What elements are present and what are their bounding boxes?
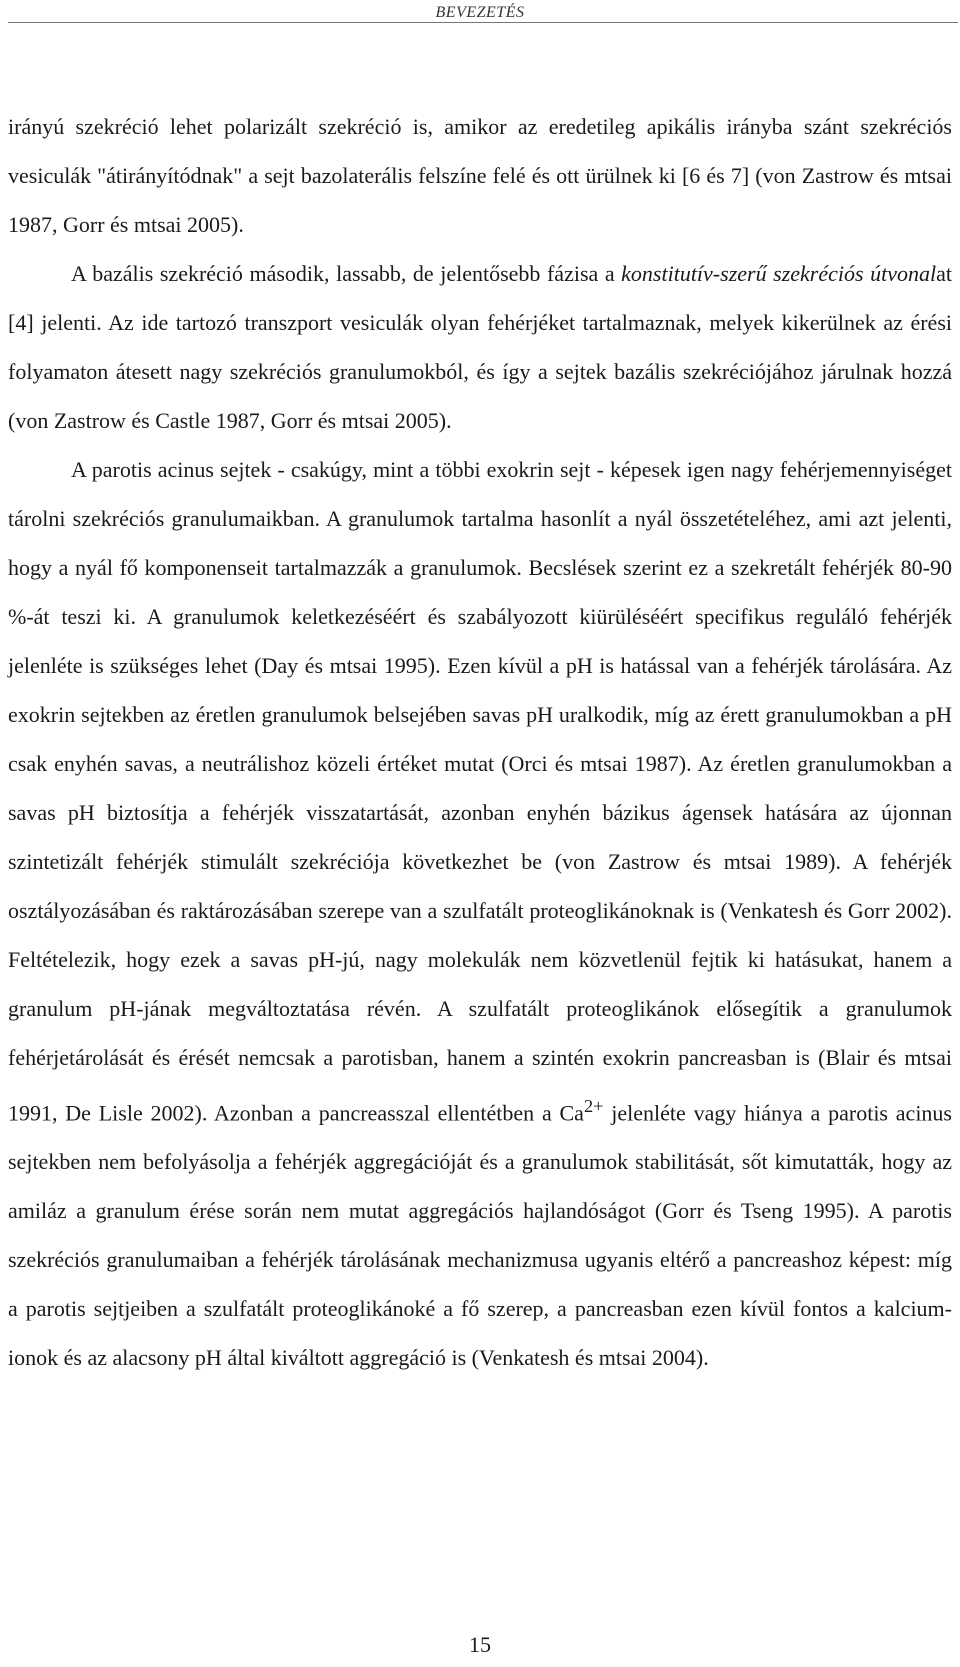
page-number: 15 xyxy=(469,1632,491,1657)
paragraph-3-rest: jelenléte vagy hiánya a parotis acinus sejtekben nem befolyásolja a fehérjék aggregációját és a granulumok stabilitását, sőt kimutatták, hogy az amiláz a granulum érése során nem mutat aggregációs hajlandóságot (Gorr és Tseng 1995). A parotis szekréciós granulumaiban a fehérjék tárolásának mechanizmusa ugyanis eltérő a pancreashoz képest: míg a parotis sejtjeiben a szulfatált proteoglikánoké a fő szerep, a pancreasban ezen kívül fontos a kalcium-ionok és az alacsony pH által kiváltott aggregáció is (Venkatesh és mtsai 2004). xyxy=(8,1100,952,1371)
paragraph-2-emphasis: konstitutív-szerű szekréciós útvonal xyxy=(621,261,937,286)
header-rule xyxy=(8,22,958,23)
running-header: BEVEZETÉS xyxy=(435,4,525,21)
paragraph-2-rest: at [4] jelenti. Az ide tartozó transzport vesiculák olyan fehérjéket tartalmaznak, melyek kikerülnek az érési folyamaton átesett nagy szekréciós granulumokból, és így a sejtek bazális szekréciójához járulnak hozzá (von Zastrow és Castle 1987, Gorr és mtsai 2005). xyxy=(8,261,952,433)
paragraph-2 xyxy=(8,249,952,445)
calcium-charge-superscript: 2+ xyxy=(583,1096,604,1116)
paragraph-1: irányú szekréció lehet polarizált szekréció is, amikor az eredetileg apikális irányba szánt szekréciós vesiculák "átirányítódnak" a sejt bazolaterális felszíne felé és ott ürülnek ki [6 és 7] (von Zastrow és mtsai 1987, Gorr és mtsai 2005). xyxy=(8,114,952,237)
paragraph-3-lead: A parotis acinus sejtek - csakúgy, mint a többi exokrin sejt - képesek igen nagy fehérjemennyiséget tárolni szekréciós granulumaikban. A granulumok tartalma hasonlít a nyál összetételéhez, ami azt jelenti, hogy a nyál fő komponenseit tartalmazzák a granulumok. Becslések szerint ez a szekretált fehérjék 80-90 %-át teszi ki. A granulumok keletkezéséért és szabályozott kiürüléséért specifikus reguláló fehérjék jelenléte is szükséges lehet (Day és mtsai 1995). Ezen kívül a pH is hatással van a fehérjék tárolására. Az exokrin sejtekben az éretlen granulumok belsejében savas pH uralkodik, míg az érett granulumokban a pH csak enyhén savas, a neutrálishoz közeli értéket mutat (Orci és mtsai 1987). Az éretlen granulumokban a savas pH biztosítja a fehérjék visszatartását, azonban enyhén bázikus ágensek hatására az újonnan szintetizált fehérjék stimulált szekréciója következhet be (von Zastrow és mtsai 1989). A fehérjék osztályozásában és raktározásában szerepe van a szulfatált proteoglikánoknak is (Venkatesh és Gorr 2002). Feltételezik, hogy ezek a savas pH-jú, nagy molekulák nem közvetlenül fejtik ki hatásukat, hanem a granulum pH-jának megváltoztatása révén. A szulfatált proteoglikánok elősegítik a granulumok fehérjetárolását és érését nemcsak a parotisban, hanem a szintén exokrin pancreasban is (Blair és mtsai 1991, De Lisle 2002). Azonban a pancreasszal ellentétben a Ca xyxy=(8,457,952,1126)
paragraph-3 xyxy=(8,445,952,1382)
body-text xyxy=(8,102,952,1382)
paragraph-2-lead: A bazális szekréció második, lassabb, de jelentősebb fázisa a xyxy=(71,261,622,286)
